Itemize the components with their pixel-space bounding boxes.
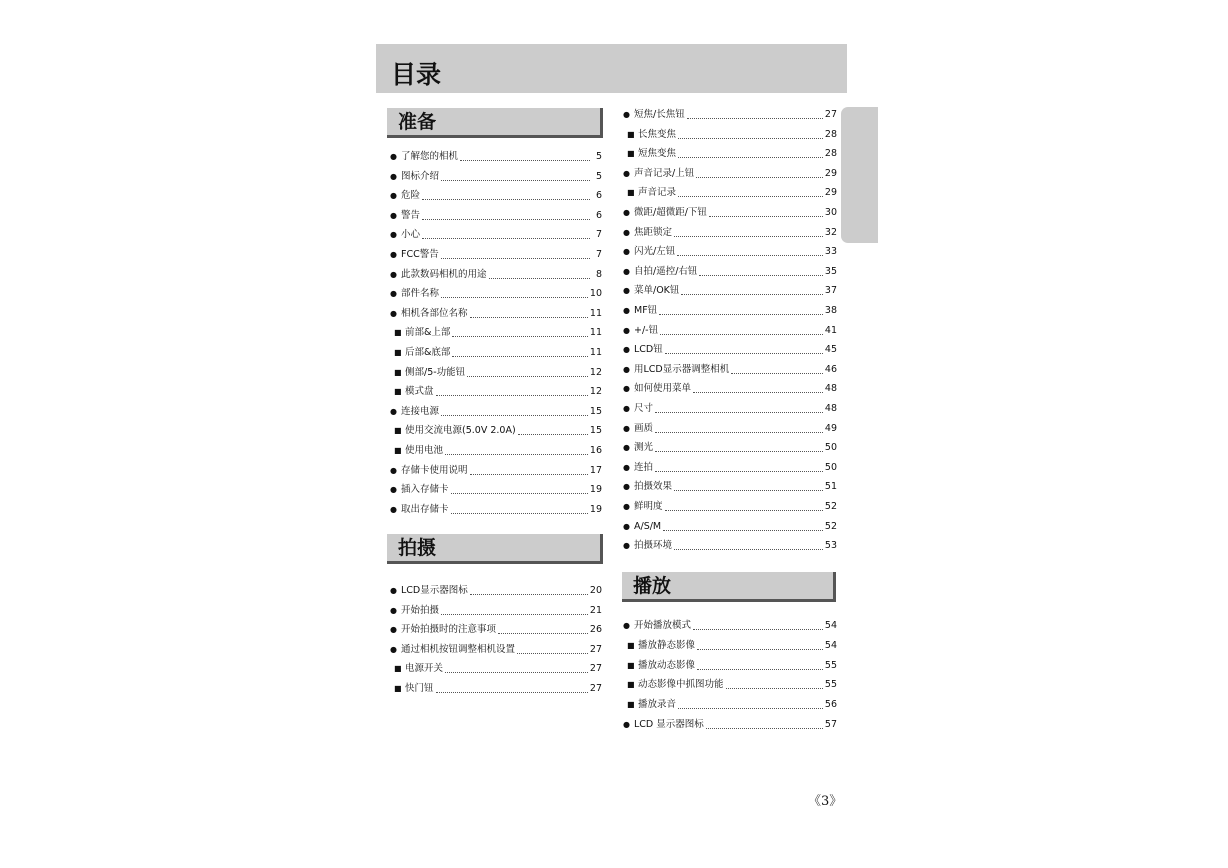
square-bullet-icon: ■ [627,149,635,159]
page-number: 《3》 [808,794,843,809]
square-bullet-icon: ■ [394,426,402,436]
toc-list-play [623,0,837,868]
section-heading-play-label: 播放 [633,575,672,597]
toc-entry-label: 拍摄环境 [634,540,673,552]
toc-entry-page: 35 [824,265,837,277]
toc-entry-page: 51 [824,481,837,493]
round-bullet-icon: ● [623,364,630,374]
toc-entry-page: 27 [589,663,602,675]
section-heading-prep-label: 准备 [398,111,437,133]
toc-entry-page: 6 [595,209,602,221]
side-tab [841,107,878,243]
toc-entry [623,659,837,673]
toc-entry-label: 自拍/遥控/右钮 [634,265,698,277]
round-bullet-icon: ● [623,462,630,472]
toc-entry-label: 通过相机按钮调整相机设置 [401,643,516,655]
round-bullet-icon: ● [623,247,630,257]
toc-entry-page: 29 [824,187,837,199]
toc-entry-label: 菜单/OK钮 [634,285,680,297]
round-bullet-icon: ● [623,384,630,394]
toc-entry-label: 测光 [634,442,654,454]
dot-leader [726,687,823,689]
round-bullet-icon: ● [390,465,397,475]
toc-entry-label: 开始拍摄时的注意事项 [401,624,497,636]
toc-entry [623,639,837,653]
round-bullet-icon: ● [623,404,630,413]
toc-entry-label: 声音记录 [638,187,677,199]
toc-entry-page: 50 [824,461,837,473]
toc-entry-page: 5 [595,151,602,162]
toc-entry-page: 46 [824,363,837,375]
dot-leader [517,652,588,654]
round-bullet-icon: ● [390,406,397,416]
round-bullet-icon: ● [390,586,397,595]
toc-entry-page: 37 [824,285,837,297]
round-bullet-icon: ● [623,168,630,178]
toc-entry-page: 12 [589,366,602,378]
round-bullet-icon: ● [390,250,397,259]
round-bullet-icon: ● [390,191,397,201]
toc-entry-label: 危险 [401,190,421,202]
toc-entry [623,619,837,633]
square-bullet-icon: ■ [627,660,635,670]
toc-entry-page: 28 [824,148,837,160]
toc-entry-label: 连拍 [634,461,654,473]
toc-entry [390,604,602,618]
toc-entry-label: 侧部/5-功能钮 [405,366,466,378]
round-bullet-icon: ● [390,605,397,615]
toc-entry-label: 尺寸 [634,403,654,414]
round-bullet-icon: ● [623,286,630,296]
round-bullet-icon: ● [390,504,397,514]
dot-leader [697,668,823,670]
toc-entry-page: 28 [824,128,837,140]
toc-entry-page: 52 [824,501,837,512]
toc-entry [390,682,602,696]
round-bullet-icon: ● [623,325,630,335]
dot-leader [697,648,823,650]
dot-leader [498,632,588,634]
toc-entry-page: 53 [824,540,837,552]
round-bullet-icon: ● [623,110,630,119]
toc-entry-page: 29 [824,167,837,179]
toc-entry-page: 56 [824,699,837,711]
round-bullet-icon: ● [390,289,397,299]
toc-entry-label: 闪光/左钮 [634,246,676,258]
toc-entry-label: 连接电源 [401,405,440,417]
square-bullet-icon: ■ [627,640,635,650]
toc-entry-page: 16 [589,445,602,456]
toc-entry-page: 41 [824,324,837,336]
toc-entry-label: 播放静态影像 [638,639,696,651]
toc-entry-label: FCC警告 [401,249,439,260]
toc-entry-label: 取出存储卡 [401,503,449,515]
toc-entry-label: 警告 [401,209,421,221]
toc-entry-label: 播放录音 [638,699,677,711]
round-bullet-icon: ● [390,269,397,279]
square-bullet-icon: ■ [394,664,402,674]
toc-entry-label: 相机各部位名称 [401,307,468,319]
square-bullet-icon: ■ [394,367,402,377]
dot-leader [445,671,588,673]
round-bullet-icon: ● [623,423,630,433]
toc-entry-page: 32 [824,226,837,238]
toc-entry-label: 后部&底部 [405,347,451,358]
toc-entry [390,623,602,637]
round-bullet-icon: ● [623,482,630,492]
toc-entry-page: 49 [824,422,837,434]
toc-entry-page: 48 [824,383,837,395]
dot-leader [693,628,823,630]
toc-entry-page: 55 [824,659,837,671]
toc-entry [623,698,837,712]
toc-entry-label: 使用交流电源(5.0V 2.0A) [405,425,516,437]
toc-entry-label: 用LCD显示器调整相机 [634,363,730,375]
toc-entry-page: 27 [589,643,602,655]
square-bullet-icon: ■ [627,129,635,139]
toc-list-shoot [390,0,602,868]
square-bullet-icon: ■ [394,446,402,455]
toc-entry-page: 45 [824,344,837,356]
toc-entry-page: 10 [589,288,602,300]
toc-entry-label: A/S/M [634,520,662,532]
toc-entry-label: LCD钮 [634,344,663,356]
toc-entry-label: 快门钮 [405,683,434,694]
toc-entry-label: 部件名称 [401,288,440,300]
dot-leader [678,707,823,709]
toc-entry-page: 19 [589,484,602,496]
toc-entry-label: 声音记录/上钮 [634,167,695,179]
square-bullet-icon: ■ [394,328,402,338]
toc-entry-page: 21 [589,604,602,616]
toc-entry-label: 电源开关 [405,663,444,675]
toc-entry-page: 27 [589,683,602,694]
toc-entry-label: MF钮 [634,305,658,316]
round-bullet-icon: ● [623,227,630,237]
round-bullet-icon: ● [390,230,397,240]
section-heading-shoot-label: 拍摄 [398,537,437,559]
square-bullet-icon: ■ [394,387,402,397]
toc-entry-label: 短焦变焦 [638,148,677,160]
round-bullet-icon: ● [623,720,630,729]
round-bullet-icon: ● [623,521,630,531]
toc-entry-page: 15 [589,425,602,437]
toc-entry-page: 57 [824,719,837,730]
round-bullet-icon: ● [623,266,630,276]
round-bullet-icon: ● [623,306,630,315]
toc-entry-label: +/-钮 [634,324,659,336]
dot-leader [436,691,588,693]
round-bullet-icon: ● [623,443,630,453]
toc-entry-label: 此款数码相机的用途 [401,268,487,280]
toc-entry-label: 图标介绍 [401,170,440,182]
toc-entry-page: 11 [589,327,602,339]
square-bullet-icon: ■ [394,348,402,357]
round-bullet-icon: ● [623,621,630,630]
page-title: 目录 [391,60,442,89]
toc-entry-page: 19 [589,503,602,515]
toc-entry-page: 54 [824,620,837,631]
round-bullet-icon: ● [390,210,397,220]
toc-entry-page: 5 [595,170,602,182]
toc-entry-page: 11 [589,307,602,319]
round-bullet-icon: ● [390,485,397,495]
toc-entry-page: 12 [589,386,602,398]
toc-entry-label: 焦距锁定 [634,226,673,238]
toc-entry-label: 开始拍摄 [401,604,440,616]
toc-entry-label: 动态影像中抓图功能 [638,679,724,691]
toc-entry-label: LCD 显示器图标 [634,719,704,730]
toc-entry-page: 20 [589,585,602,596]
toc-entry-label: LCD显示器图标 [401,585,468,596]
toc-entry-page: 50 [824,442,837,454]
toc-entry-label: 短焦/长焦钮 [634,109,685,120]
toc-entry [623,678,837,692]
toc-entry-label: 前部&上部 [405,327,451,339]
toc-entry-label: 使用电池 [405,445,444,456]
toc-entry-label: 小心 [401,229,421,241]
toc-entry-label: 模式盘 [405,386,434,398]
toc-entry-page: 17 [589,464,602,476]
toc-entry-page: 52 [824,520,837,532]
toc-entry-page: 30 [824,207,837,218]
toc-entry-page: 6 [595,190,602,202]
toc-entry [623,718,837,732]
round-bullet-icon: ● [390,152,397,161]
toc-entry-page: 27 [824,109,837,120]
toc-entry-page: 48 [824,403,837,414]
toc-entry-label: 开始播放模式 [634,620,692,631]
square-bullet-icon: ■ [627,700,635,710]
round-bullet-icon: ● [390,171,397,181]
dot-leader [470,593,588,595]
toc-entry-label: 长焦变焦 [638,128,677,140]
toc-entry-page: 54 [824,639,837,651]
toc-entry-label: 拍摄效果 [634,481,673,493]
toc-entry-label: 了解您的相机 [401,151,459,162]
toc-entry-label: 微距/超微距/下钮 [634,207,707,218]
toc-entry-page: 7 [595,249,602,260]
toc-entry-label: 画质 [634,422,654,434]
toc-entry [390,662,602,676]
square-bullet-icon: ■ [394,684,402,693]
toc-entry-page: 55 [824,679,837,691]
toc-entry-label: 插入存储卡 [401,484,449,496]
toc-entry-label: 鲜明度 [634,501,663,512]
round-bullet-icon: ● [390,625,397,635]
toc-entry-page: 11 [589,347,602,358]
toc-entry-page: 7 [595,229,602,241]
dot-leader [706,727,823,729]
toc-entry-page: 15 [589,405,602,417]
round-bullet-icon: ● [623,345,630,355]
toc-entry-label: 播放动态影像 [638,659,696,671]
square-bullet-icon: ■ [627,680,635,690]
toc-entry-label: 如何使用菜单 [634,383,692,395]
square-bullet-icon: ■ [627,188,635,198]
toc-entry-page: 33 [824,246,837,258]
round-bullet-icon: ● [390,308,397,318]
toc-entry [390,584,602,598]
dot-leader [441,613,588,615]
toc-entry-label: 存储卡使用说明 [401,464,468,476]
toc-entry-page: 8 [595,268,602,280]
round-bullet-icon: ● [623,541,630,551]
toc-entry [390,643,602,657]
toc-entry-page: 38 [824,305,837,316]
round-bullet-icon: ● [390,644,397,654]
round-bullet-icon: ● [623,502,630,511]
toc-entry-page: 26 [589,624,602,636]
round-bullet-icon: ● [623,208,630,217]
